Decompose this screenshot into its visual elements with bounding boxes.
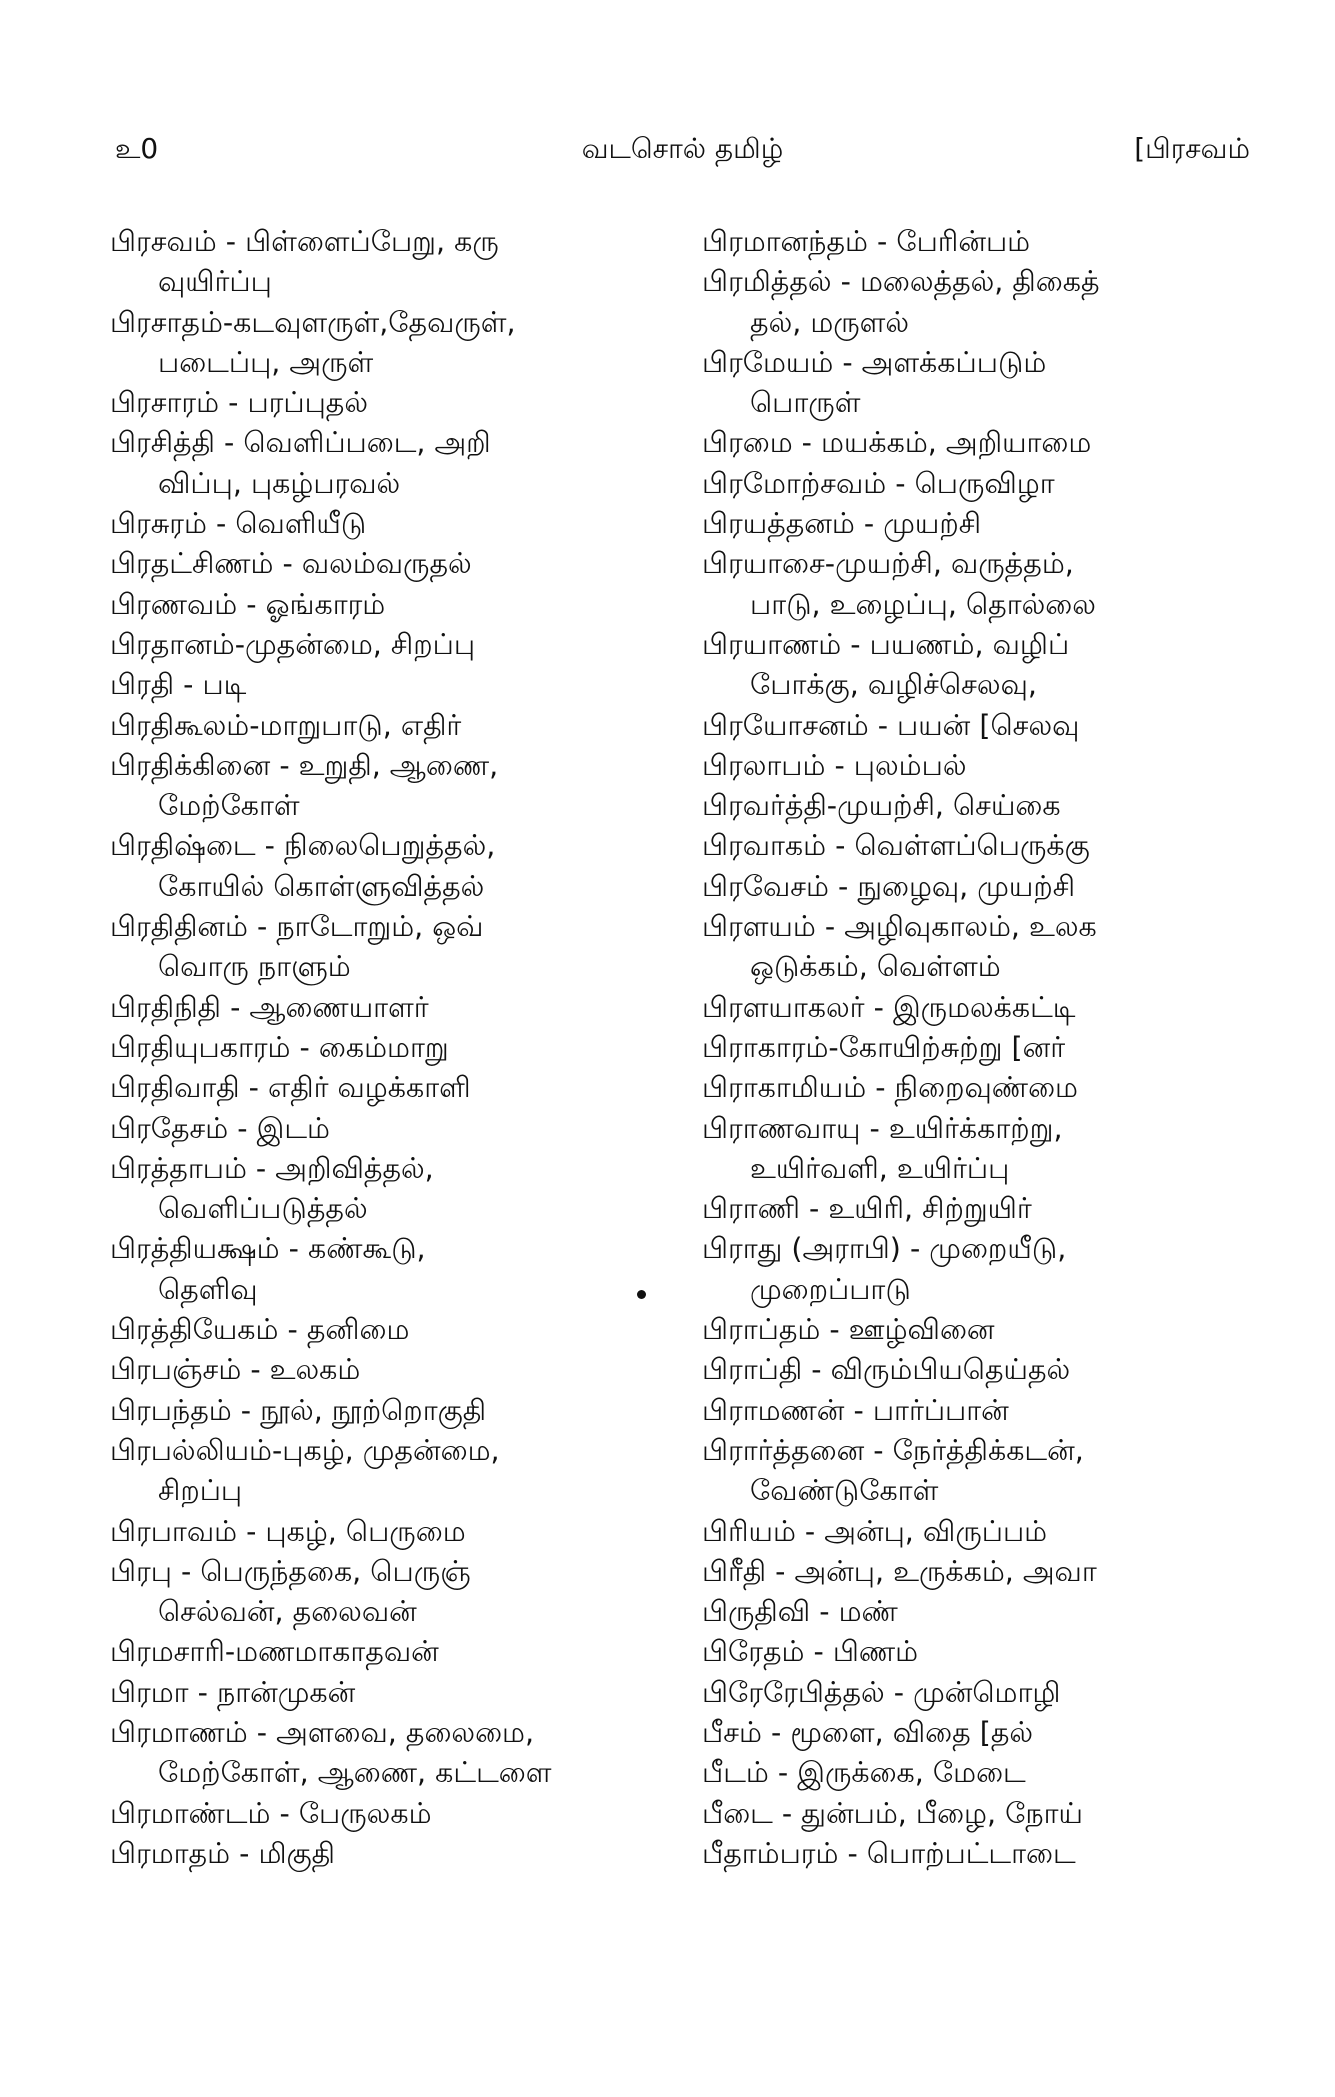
entry-line: பிரபந்தம் - நூல், நூற்றொகுதி [110,1393,487,1427]
entry-line: பிரமானந்தம் - பேரின்பம் [702,225,1031,258]
page-header [115,128,1250,176]
entry-line: பிரயத்தனம் - முயற்சி [702,507,982,541]
entry-continuation-line: வுயிர்ப்பு [158,265,272,299]
entry-line: பிராமணன் - பார்ப்பான் [702,1393,1009,1427]
entry-continuation-line: தெளிவு [158,1272,258,1306]
entry-line: பிரயாசை-முயற்சி, வருத்தம், [702,547,1074,581]
dictionary-entry [702,746,1267,786]
dictionary-entry [110,544,665,584]
entry-line: பீசம் - மூளை, விதை [தல் [702,1715,1034,1749]
entry-continuation-line: படைப்பு, அருள் [158,345,374,379]
entry-line: பிரணவம் - ஓங்காரம் [110,587,386,621]
dictionary-entry [702,504,1267,544]
dictionary-entry [110,1431,665,1512]
entry-continuation-line: ஒடுக்கம், வெள்ளம் [750,950,1001,984]
entry-line: பிரதி - படி [110,668,247,702]
dictionary-entry [110,222,665,303]
entry-line: பிராது (அராபி) - முறையீடு, [702,1232,1067,1266]
dictionary-entry [110,1028,665,1068]
dictionary-entry [110,1794,665,1834]
entry-continuation-line: வொரு நாளும் [158,950,351,984]
entry-line: பிரமா - நான்முகன் [110,1675,356,1709]
entry-line: பிரமாண்டம் - பேருலகம் [110,1796,432,1830]
dictionary-entry [702,1028,1267,1068]
dictionary-entry [110,907,665,988]
entry-line: பிரதிதினம் - நாடோறும், ஒவ் [110,910,484,944]
dictionary-entry [702,1794,1267,1834]
entry-line: பிரசாரம் - பரப்புதல் [110,386,369,420]
entry-line: பிரேதம் - பிணம் [702,1635,919,1669]
entry-line: பீடை - துன்பம், பீழை, நோய் [702,1796,1083,1830]
entry-line: பிரதிக்கினை - உறுதி, ஆணை, [110,748,499,782]
dictionary-entry [702,786,1267,826]
entry-continuation-line: விப்பு, புகழ்பரவல் [158,466,401,500]
page-number: உ0 [115,132,159,165]
entry-line: பிரேரேபித்தல் - முன்மொழி [702,1675,1061,1709]
dictionary-entry [110,746,665,827]
book-title: வடசொல் தமிழ் [581,132,784,165]
entry-line: பிரசுரம் - வெளியீடு [110,507,367,541]
dictionary-entry [110,625,665,665]
dictionary-entry [110,1713,665,1794]
entry-continuation-line: மேற்கோள் [158,789,300,823]
entry-line: பிராப்தி - விரும்பியதெய்தல் [702,1353,1071,1387]
dictionary-entry [110,1512,665,1552]
dictionary-entry [702,1834,1267,1874]
entry-line: பிரயோசனம் - பயன் [செலவு [702,708,1080,742]
entry-continuation-line: முறைப்பாடு [750,1272,911,1306]
dictionary-entry [702,907,1267,988]
entry-line: பிரவர்த்தி-முயற்சி, செய்கை [702,789,1061,823]
dictionary-entry [702,1189,1267,1229]
dictionary-entry [702,1310,1267,1350]
dictionary-entry [110,383,665,423]
entry-line: பிராணவாயு - உயிர்க்காற்று, [702,1111,1063,1145]
dictionary-entry [702,544,1267,625]
entry-line: பிரமாணம் - அளவை, தலைமை, [110,1715,535,1749]
dictionary-entry [110,1391,665,1431]
section-keyword: [பிரசவம் [1134,132,1250,165]
right-column [702,222,1267,1874]
dictionary-entry [110,1673,665,1713]
entry-line: பிரார்த்தனை - நேர்த்திக்கடன், [702,1433,1084,1467]
dictionary-entry [702,222,1267,262]
dictionary-entry [110,1552,665,1633]
dictionary-entry [702,1068,1267,1108]
entry-line: பிரமோற்சவம் - பெருவிழா [702,466,1055,500]
dictionary-entry [110,504,665,544]
entry-line: பிரபல்லியம்-புகழ், முதன்மை, [110,1433,500,1467]
dictionary-entry [702,826,1267,866]
dictionary-entry [110,1229,665,1310]
dictionary-entry [110,826,665,907]
entry-line: பிராகாரம்-கோயிற்சுற்று [னர் [702,1030,1066,1064]
entry-continuation-line: தல், மருளல் [750,305,910,339]
dictionary-entry [702,625,1267,706]
entry-line: பிரதியுபகாரம் - கைம்மாறு [110,1030,449,1064]
entry-line: பிராகாமியம் - நிறைவுண்மை [702,1071,1078,1105]
entry-line: பிரமசாரி-மணமாகாதவன் [110,1635,439,1669]
entry-line: பிராணி - உயிரி, சிற்றுயிர் [702,1192,1032,1226]
dictionary-entry [702,988,1267,1028]
dictionary-entry [702,1552,1267,1592]
dictionary-entry [702,1512,1267,1552]
entry-line: பிரலாபம் - புலம்பல் [702,748,967,782]
entry-line: பிராப்தம் - ஊழ்வினை [702,1313,995,1347]
entry-line: பிரசவம் - பிள்ளைப்பேறு, கரு [110,225,499,258]
dictionary-entry [702,1391,1267,1431]
dictionary-entry [702,1109,1267,1190]
dictionary-entry [702,343,1267,424]
entry-line: பிரளயம் - அழிவுகாலம், உலக [702,910,1097,944]
entry-line: பிரசாதம்-கடவுளருள்,தேவருள், [110,305,516,339]
dictionary-entry [110,1350,665,1390]
entry-line: பிரமேயம் - அளக்கப்படும் [702,345,1047,379]
dictionary-entry [702,1753,1267,1793]
dictionary-entry [110,1632,665,1672]
entry-continuation-line: வெளிப்படுத்தல் [158,1192,368,1226]
entry-continuation-line: கோயில் கொள்ளுவித்தல் [158,869,485,903]
entry-line: பிரசித்தி - வெளிப்படை, அறி [110,426,491,460]
entry-line: பிரபாவம் - புகழ், பெருமை [110,1514,466,1548]
entry-continuation-line: செல்வன், தலைவன் [158,1595,417,1629]
stray-dot-mark [637,1290,646,1299]
entry-continuation-line: பொருள் [750,386,861,420]
dictionary-entry [110,1068,665,1108]
dictionary-entry [110,1834,665,1874]
entry-line: பிரியம் - அன்பு, விருப்பம் [702,1514,1048,1548]
dictionary-entry [110,423,665,504]
dictionary-entry [702,867,1267,907]
entry-line: பிரதட்சிணம் - வலம்வருதல் [110,547,472,581]
entry-line: பிரதேசம் - இடம் [110,1111,330,1145]
entry-line: பிரதிவாதி - எதிர் வழக்காளி [110,1071,471,1105]
dictionary-entry [702,423,1267,463]
dictionary-entry [702,1592,1267,1632]
entry-line: பிரதிஷ்டை - நிலைபெறுத்தல், [110,829,496,863]
dictionary-entry [110,303,665,384]
dictionary-entry [110,585,665,625]
dictionary-entry [702,1632,1267,1672]
dictionary-entry [110,988,665,1028]
entry-line: பிரத்தியக்ஷம் - கண்கூடு, [110,1232,426,1266]
dictionary-entry [702,706,1267,746]
entry-line: பிரவேசம் - நுழைவு, முயற்சி [702,869,1076,903]
dictionary-entry [702,1350,1267,1390]
entry-line: பிரீதி - அன்பு, உருக்கம், அவா [702,1554,1097,1588]
entry-line: பிரபு - பெருந்தகை, பெருஞ் [110,1554,471,1588]
dictionary-entry [110,706,665,746]
entry-line: பீடம் - இருக்கை, மேடை [702,1756,1026,1790]
entry-line: பிரதிகூலம்-மாறுபாடு, எதிர் [110,708,462,742]
entry-continuation-line: போக்கு, வழிச்செலவு, [750,668,1037,702]
entry-line: பிரதானம்-முதன்மை, சிறப்பு [110,627,476,661]
entry-line: பிரயாணம் - பயணம், வழிப் [702,627,1070,661]
entry-line: பிருதிவி - மண் [702,1595,898,1629]
entry-continuation-line: சிறப்பு [158,1474,243,1508]
dictionary-entry [702,1713,1267,1753]
entry-line: பிரமை - மயக்கம், அறியாமை [702,426,1092,460]
entry-continuation-line: உயிர்வளி, உயிர்ப்பு [750,1151,1010,1185]
dictionary-entry [702,464,1267,504]
entry-line: பிரபஞ்சம் - உலகம் [110,1353,361,1387]
dictionary-entry [702,262,1267,343]
dictionary-entry [110,1310,665,1350]
entry-line: பிரமாதம் - மிகுதி [110,1836,336,1870]
dictionary-entry [110,1109,665,1149]
entry-line: பிரவாகம் - வெள்ளப்பெருக்கு [702,829,1090,863]
entry-line: பிரத்தியேகம் - தனிமை [110,1313,410,1347]
left-column [110,222,665,1874]
entry-continuation-line: வேண்டுகோள் [750,1474,939,1508]
entry-line: பிரளயாகலர் - இருமலக்கட்டி [702,990,1076,1024]
entry-line: பிரதிநிதி - ஆணையாளர் [110,990,429,1024]
dictionary-entry [702,1229,1267,1310]
dictionary-entry [110,665,665,705]
entry-continuation-line: பாடு, உழைப்பு, தொல்லை [750,587,1096,621]
dictionary-entry [702,1431,1267,1512]
entry-line: பிரமித்தல் - மலைத்தல், திகைத் [702,265,1100,299]
dictionary-entry [110,1149,665,1230]
entry-line: பிரத்தாபம் - அறிவித்தல், [110,1151,434,1185]
dictionary-entry [702,1673,1267,1713]
entry-continuation-line: மேற்கோள், ஆணை, கட்டளை [158,1756,552,1790]
entry-line: பீதாம்பரம் - பொற்பட்டாடை [702,1836,1076,1870]
